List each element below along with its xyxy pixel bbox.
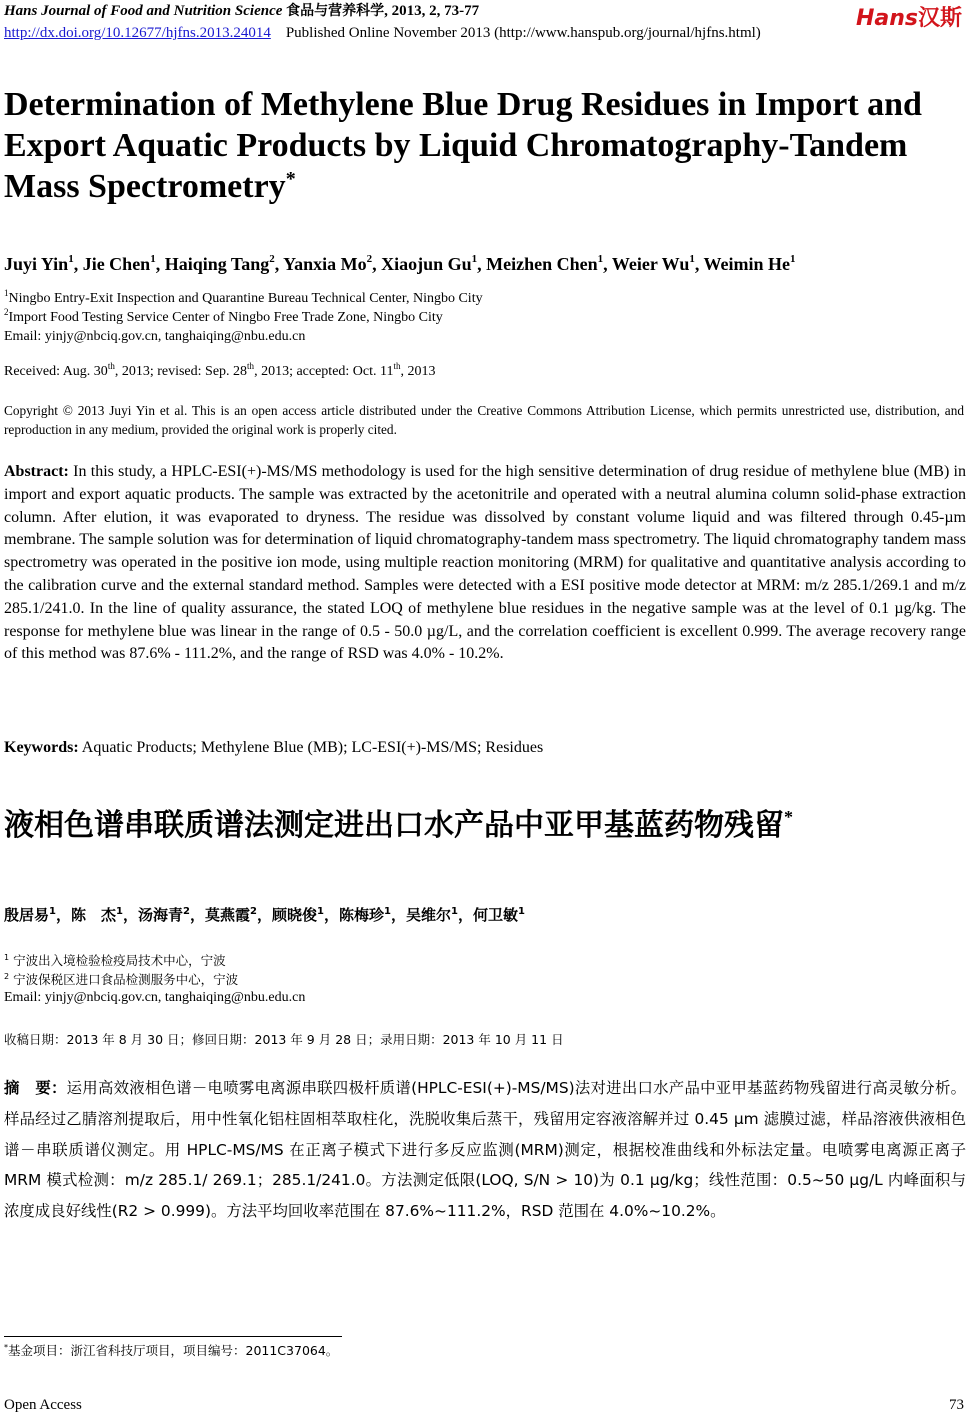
dates-end: , 2013 xyxy=(400,364,436,379)
affiliation-text: 宁波保税区进口食品检测服务中心，宁波 xyxy=(13,972,239,987)
journal-name-cn: 食品与营养科学 xyxy=(286,3,385,19)
journal-header xyxy=(4,3,964,20)
affiliation-number: 2 xyxy=(4,972,10,981)
title-text: Determination of Methylene Blue Drug Residues in Import and Export Aquatic Products by Liquid Chromatography-Tandem Mass Spectrometry xyxy=(4,86,922,205)
affiliation-text: 宁波出入境检验检疫局技术中心，宁波 xyxy=(13,953,226,968)
author-separator: , xyxy=(274,254,284,274)
chinese-affiliation-2 xyxy=(4,970,238,988)
affiliation-number: 2 xyxy=(4,307,9,317)
author-affiliation-mark: 1 xyxy=(597,253,604,265)
author-separator: , xyxy=(73,254,83,274)
paper-title xyxy=(4,84,954,207)
author-name: Haiqing Tang xyxy=(164,254,270,274)
author-separator: , xyxy=(694,254,704,274)
keywords-label: Keywords: xyxy=(4,739,79,756)
abstract-text: In this study, a HPLC-ESI(+)-MS/MS methodology is used for the high sensitive determination of drug residue of methylene blue (MB) in import and export aquatic products. The sample was extracted by the acetonitrile and operated with a neutral alumina column solid-phase extraction column. After elution, it was evaporated to dryness. The residue was dissolved by constant volume liquid and was filtered through 0.45-µm membrane. The sample solution was for determination of liquid chromatography-tandem mass spectrometry. The liquid chromatography tandem mass spectrometry was operated in the positive ion mode, using multiple reaction monitoring (MRM) for qualitative and quantitative analysis according to the calibration curve and the external standard method. Samples were detected with a ESI positive mode detector at MRM: m/z 285.1/269.1 and m/z 285.1/241.0. In the line of quality assurance, the stated LOQ of methylene blue residues in the negative sample was at the level of 0.1 µg/kg. The response for methylene blue was linear in the range of 0.5 - 50.0 µg/L, and the correlation coefficient is excellent 0.999. The average recovery range of this method was 87.6% - 111.2%, and the range of RSD was 4.0% - 10.2%. xyxy=(4,463,966,663)
chinese-title xyxy=(4,806,793,846)
funding-footnote xyxy=(4,1341,338,1359)
author-name: Meizhen Chen xyxy=(486,254,598,274)
keywords-text: Aquatic Products; Methylene Blue (MB); LC-ESI(+)-MS/MS; Residues xyxy=(78,739,544,756)
ordinal-sup: th xyxy=(247,361,255,371)
author-name: 何卫敏 xyxy=(473,906,519,924)
open-access-label: Open Access xyxy=(4,1397,82,1413)
author-affiliation-mark: 1 xyxy=(689,253,695,265)
author-separator: ， xyxy=(55,906,71,924)
author-name: Weier Wu xyxy=(611,254,690,274)
author-name: 吴维尔 xyxy=(406,906,452,924)
affiliation-number: 1 xyxy=(4,953,10,962)
author-affiliation-mark: 1 xyxy=(116,906,123,917)
author-separator: ， xyxy=(457,906,473,924)
chinese-abstract-label: 摘 要： xyxy=(4,1079,67,1097)
author-name: Weimin He xyxy=(703,254,791,274)
author-list xyxy=(4,253,796,275)
published-info: Published Online November 2013 (http://www.hanspub.org/journal/hjfns.html) xyxy=(285,25,761,41)
author-name: 汤海青 xyxy=(138,906,184,924)
logo-cn: 汉斯 xyxy=(917,6,962,31)
author-affiliation-mark: 1 xyxy=(471,253,478,265)
chinese-email-line: Email: yinjy@nbciq.gov.cn, tanghaiqing@nbu.edu.cn xyxy=(4,990,306,1005)
affiliation-2 xyxy=(4,308,443,327)
journal-citation: , 2013, 2, 73-77 xyxy=(384,3,480,19)
page-number: 73 xyxy=(949,1397,964,1413)
author-separator: ， xyxy=(256,906,272,924)
author-affiliation-mark: 1 xyxy=(49,906,56,917)
copyright-notice: Copyright © 2013 Juyi Yin et al. This is an open access article distributed under the Creative Commons Attribution License, which permits unrestricted use, distribution, and reproduction in any medium, provided the original work is properly cited. xyxy=(4,403,964,437)
abstract xyxy=(4,461,966,666)
author-name: 莫燕霞 xyxy=(205,906,251,924)
author-affiliation-mark: 1 xyxy=(790,253,796,265)
revised-text: , 2013; revised: Sep. 28 xyxy=(114,364,248,379)
affiliation-text: Import Food Testing Service Center of Ningbo Free Trade Zone, Ningbo City xyxy=(8,310,443,325)
received-dates xyxy=(4,361,436,380)
author-name: Jie Chen xyxy=(82,254,151,274)
chinese-abstract-text: 运用高效液相色谱－电喷雾电离源串联四极杆质谱(HPLC-ESI(+)-MS/MS)法对进出口水产品中亚甲基蓝药物残留进行高灵敏分析。样品经过乙腈溶剂提取后，用中性氧化铝柱固相萃取柱化，洗脱收集后蒸干，残留用定容液溶解并过 0.45 µm 滤膜过滤，样品溶液供液相色谱－串联质谱仪测定。用 HPLC-MS/MS 在正离子模式下进行多反应监测(MRM)测定，根据校准曲线和外标法定量。电喷雾电离源正离子 MRM 模式检测：m/z 285.1/ 269.1；285.1/241.0。方法测定低限(LOQ, S/N > 10)为 0.1 µg/kg；线性范围：0.5~50 µg/L 内峰面积与浓度成良好线性(R2 > 0.999)。方法平均回收率范围在 87.6%~111.2%，RSD 范围在 4.0%~10.2%。 xyxy=(4,1079,966,1221)
author-name: Yanxia Mo xyxy=(283,254,367,274)
ordinal-sup: th xyxy=(107,361,115,371)
author-separator: , xyxy=(155,254,165,274)
received-text: Received: Aug. 30 xyxy=(4,364,108,379)
footnote-text: 基金项目：浙江省科技厅项目，项目编号：2011C37064。 xyxy=(8,1343,339,1358)
author-name: Xiaojun Gu xyxy=(381,254,472,274)
author-affiliation-mark: 2 xyxy=(183,906,190,917)
author-separator: ， xyxy=(122,906,138,924)
author-separator: , xyxy=(372,254,382,274)
logo-en: Hans xyxy=(855,6,918,31)
chinese-title-mark: * xyxy=(784,807,793,827)
hans-logo xyxy=(856,1,962,32)
author-name: 陈 杰 xyxy=(71,906,117,924)
chinese-affiliation-1 xyxy=(4,951,226,969)
author-affiliation-mark: 1 xyxy=(317,906,324,917)
doi-link[interactable]: http://dx.doi.org/10.12677/hjfns.2013.24014 xyxy=(4,25,271,41)
author-affiliation-mark: 1 xyxy=(518,906,525,917)
author-name: 陈梅珍 xyxy=(339,906,385,924)
publication-line xyxy=(4,25,761,42)
accepted-text: , 2013; accepted: Oct. 11 xyxy=(254,364,394,379)
chinese-title-text: 液相色谱串联质谱法测定进出口水产品中亚甲基蓝药物残留 xyxy=(4,808,784,843)
author-separator: ， xyxy=(189,906,205,924)
author-affiliation-mark: 2 xyxy=(250,906,257,917)
affiliation-number: 1 xyxy=(4,288,9,298)
author-affiliation-mark: 1 xyxy=(451,906,458,917)
author-name: Juyi Yin xyxy=(4,254,69,274)
title-footnote-mark: * xyxy=(285,168,296,190)
journal-name: Hans Journal of Food and Nutrition Science xyxy=(4,3,283,19)
author-affiliation-mark: 1 xyxy=(68,253,74,265)
chinese-dates: 收稿日期：2013 年 8 月 30 日；修回日期：2013 年 9 月 28 日；录用日期：2013 年 10 月 11 日 xyxy=(4,1032,564,1047)
author-name: 顾晓俊 xyxy=(272,906,318,924)
affiliation-text: Ningbo Entry-Exit Inspection and Quarantine Bureau Technical Center, Ningbo City xyxy=(8,291,483,306)
author-name: 殷居易 xyxy=(4,906,50,924)
abstract-label: Abstract: xyxy=(4,463,69,480)
author-separator: ， xyxy=(390,906,406,924)
author-affiliation-mark: 1 xyxy=(150,253,156,265)
email-line: Email: yinjy@nbciq.gov.cn, tanghaiqing@nbu.edu.cn xyxy=(4,329,306,344)
author-affiliation-mark: 2 xyxy=(366,253,373,265)
author-separator: , xyxy=(477,254,487,274)
affiliation-1 xyxy=(4,289,483,308)
author-affiliation-mark: 1 xyxy=(384,906,391,917)
keywords xyxy=(4,737,543,759)
footnote-mark: * xyxy=(4,1343,8,1352)
chinese-author-list xyxy=(4,905,525,925)
author-separator: , xyxy=(603,254,612,274)
ordinal-sup: th xyxy=(393,361,401,371)
footnote-divider xyxy=(4,1336,342,1337)
author-separator: ， xyxy=(323,906,339,924)
author-affiliation-mark: 2 xyxy=(269,253,275,265)
chinese-abstract xyxy=(4,1073,966,1227)
